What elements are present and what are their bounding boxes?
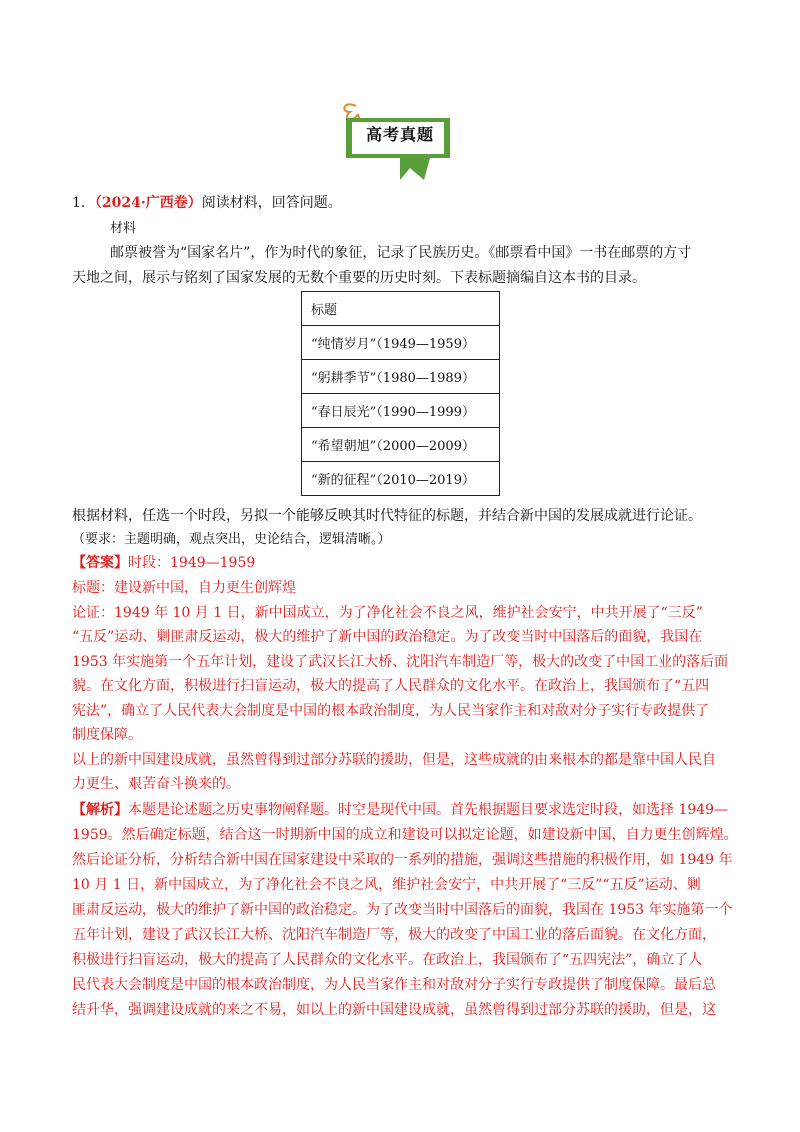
answer-line: 1953 年实施第一个五年计划，建设了武汉长江大桥、沈阳汽车制造厂等，极大的改变了中国工业的落后面 bbox=[72, 654, 729, 670]
answer-label: 【答案】 bbox=[72, 555, 128, 571]
analysis-line: 然后论证分析，分析结合新中国在国家建设中采取的一系列的措施，强调这些措施的积极作用，如 1949 年 bbox=[72, 852, 733, 868]
analysis-line: 1959。然后确定标题，结合这一时期新中国的成立和建设可以拟定论题，如建设新中国，自力更生创辉煌。 bbox=[72, 827, 738, 843]
analysis-line: 民代表大会制度是中国的根本政治制度，为人民当家作主和对敌对分子实行专政提供了制度保障。最后总 bbox=[72, 977, 716, 993]
question-prompt: 阅读材料，回答问题。 bbox=[201, 195, 342, 211]
banner-frame-graphic bbox=[338, 100, 458, 190]
answer-line: 以上的新中国建设成就，虽然曾得到过部分苏联的援助，但是，这些成就的由来根本的都是靠中国人民自 bbox=[72, 752, 716, 768]
analysis-line: 匪肃反运动，极大的维护了新中国的政治稳定。为了改变当时中国落后的面貌，我国在 1953 年实施第一个 bbox=[72, 902, 733, 918]
material-label: 材料 bbox=[110, 221, 137, 236]
answer-line: 貌。在文化方面，积极进行扫盲运动，极大的提高了人民群众的文化水平。在政治上，我国颁布了“五四 bbox=[72, 678, 710, 694]
answer-period: 时段：1949—1959 bbox=[128, 555, 256, 571]
analysis-label: 【解析】 bbox=[72, 802, 128, 818]
answer-line: 制度保障。 bbox=[72, 727, 142, 743]
analysis-line: 结升华，强调建设成就的来之不易，如以上的新中国建设成就，虽然曾得到过部分苏联的援助，但是，这 bbox=[72, 1002, 716, 1018]
banner-title: 高考真题 bbox=[365, 125, 434, 144]
table-cell: “纯情岁月”（1949—1959） bbox=[302, 326, 500, 360]
table-row bbox=[302, 292, 500, 326]
answer-line: 力更生、艰苦奋斗换来的。 bbox=[72, 776, 240, 792]
answer-line: 论证：1949 年 10 月 1 日，新中国成立，为了净化社会不良之风，维护社会安宁，中共开展了“三反” bbox=[72, 605, 703, 621]
analysis-line bbox=[72, 800, 728, 820]
material-paragraph-line-2: 天地之间，展示与铭刻了国家发展的无数个重要的历史时刻。下表标题摘编自这本书的目录。 bbox=[72, 270, 646, 286]
material-paragraph-line-1: 邮票被誉为“国家名片”，作为时代的象征，记录了民族历史。《邮票看中国》一书在邮票的方寸 bbox=[110, 245, 692, 261]
answer-line: 宪法”，确立了人民代表大会制度是中国的根本政治制度，为人民当家作主和对敌对分子实行专政提供了 bbox=[72, 703, 710, 719]
table-cell: “希望朝旭”（2000—2009） bbox=[302, 428, 500, 462]
table-row bbox=[302, 428, 500, 462]
stamp-book-toc-table bbox=[301, 291, 500, 496]
table-cell: “新的征程”（2010—2019） bbox=[302, 462, 500, 496]
table-cell: “躬耕季节”（1980—1989） bbox=[302, 360, 500, 394]
table-row bbox=[302, 394, 500, 428]
analysis-line: 10 月 1 日，新中国成立，为了净化社会不良之风，维护社会安宁，中共开展了“三反”“五反”运动、剿 bbox=[72, 877, 701, 893]
question-source: （2024·广西卷） bbox=[94, 195, 202, 211]
task-line-2: （要求：主题明确，观点突出，史论结合，逻辑清晰。） bbox=[72, 532, 391, 547]
question-number: 1． bbox=[72, 195, 95, 211]
table-cell: “春日辰光”（1990—1999） bbox=[302, 394, 500, 428]
answer-line: “五反”运动、剿匪肃反运动，极大的维护了新中国的政治稳定。为了改变当时中国落后的面貌，我国在 bbox=[72, 629, 703, 645]
table-row bbox=[302, 462, 500, 496]
table-row bbox=[302, 360, 500, 394]
analysis-line: 积极进行扫盲运动，极大的提高了人民群众的文化水平。在政治上，我国颁布了“五四宪法”，确立了人 bbox=[72, 952, 703, 968]
analysis-first-text: 本题是论述题之历史事物阐释题。时空是现代中国。首先根据题目要求选定时段，如选择 1949— bbox=[128, 802, 729, 818]
table-header-cell: 标题 bbox=[302, 292, 500, 326]
answer-line bbox=[72, 553, 255, 573]
table-row bbox=[302, 326, 500, 360]
task-line-1: 根据材料，任选一个时段，另拟一个能够反映其时代特征的标题，并结合新中国的发展成就进行论证。 bbox=[72, 508, 702, 524]
answer-line: 标题：建设新中国，自力更生创辉煌 bbox=[72, 580, 296, 596]
analysis-line: 五年计划，建设了武汉长江大桥、沈阳汽车制造厂等，极大的改变了中国工业的落后面貌。在文化方面， bbox=[72, 927, 716, 943]
question-heading bbox=[72, 193, 342, 213]
section-banner bbox=[338, 100, 458, 190]
